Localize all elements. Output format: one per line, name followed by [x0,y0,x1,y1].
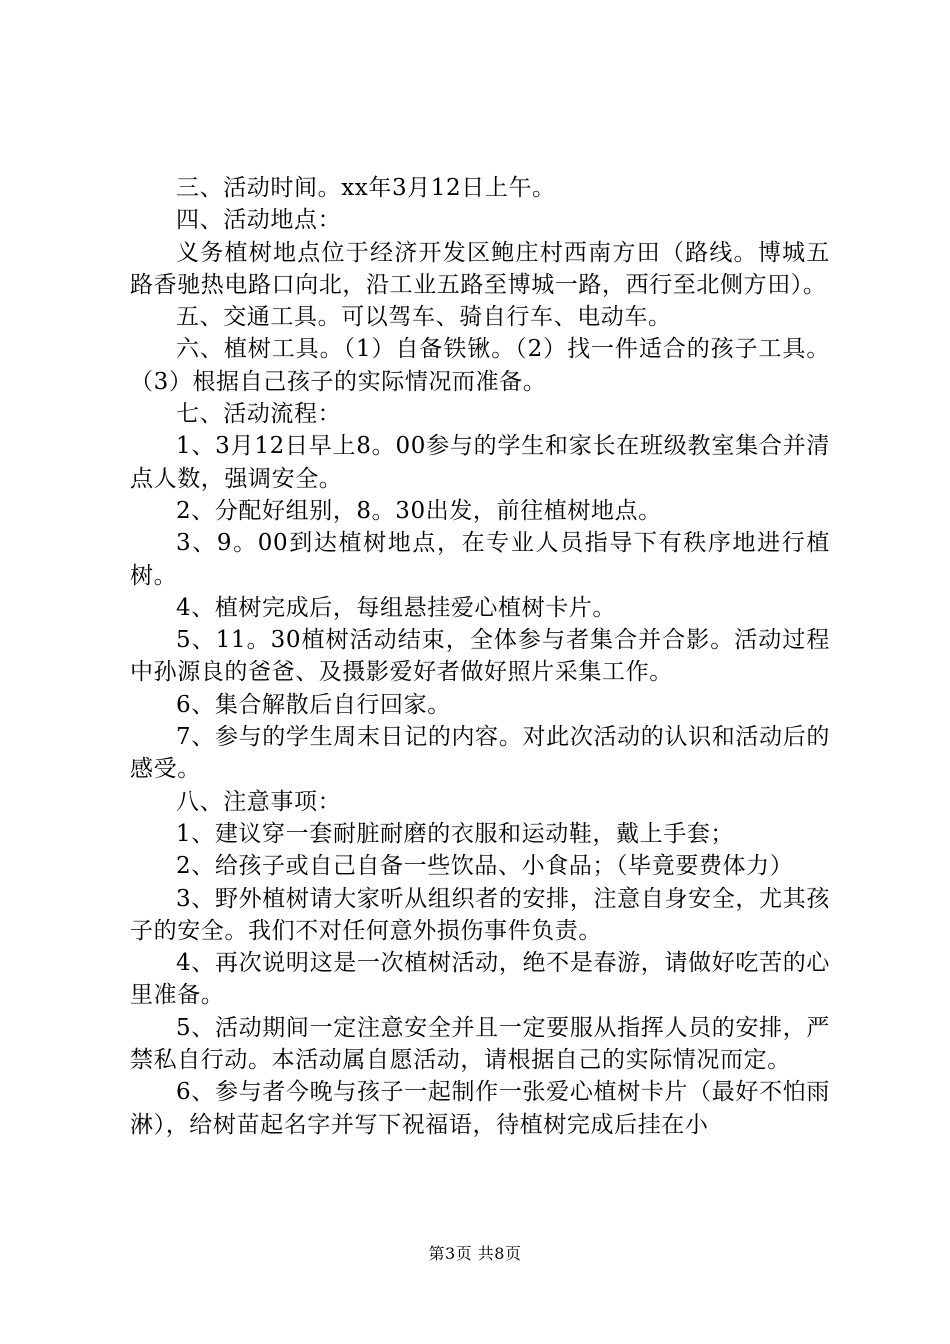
process-heading: 七、活动流程： [176,401,342,428]
note-5: 5、活动期间一定注意安全并且一定要服从指挥人员的安排，严禁私自行动。本活动属自愿活动，请根据自己的实际情况而定。 [130,1014,830,1074]
note-4: 4、再次说明这是一次植树活动，绝不是春游，请做好吃苦的心里准备。 [130,950,830,1009]
activity-time-paragraph: 三、活动时间。xx年3月12日上午。 [176,175,556,201]
note-2: 2、给孩子或自己自备一些饮品、小食品；（毕竟要费体力） [176,853,794,880]
page-number-footer: 第3页 共8页 [428,1244,522,1263]
process-step-5: 5、11。30植树活动结束，全体参与者集合并合影。活动过程中孙源良的爸爸、及摄影爱好者做好照片采集工作。 [130,627,830,686]
process-step-7: 7、参与的学生周末日记的内容。对此次活动的认识和活动后的感受。 [130,724,830,783]
planting-site-paragraph: 义务植树地点位于经济开发区鲍庄村西南方田（路线。博城五路香驰热电路口向北，沿工业五路至博城一路，西行至北侧方田）。 [130,239,830,298]
process-step-6: 6、集合解散后自行回家。 [176,691,451,718]
process-step-1: 1、3月12日早上8。00参与的学生和家长在班级教室集合并清点人数，强调安全。 [130,433,830,492]
activity-location-heading: 四、活动地点： [176,207,342,234]
process-step-3: 3、9。00到达植树地点，在专业人员指导下有秩序地进行植树。 [130,530,830,589]
notes-heading: 八、注意事项： [176,788,342,815]
note-3: 3、野外植树请大家听从组织者的安排，注意自身安全，尤其孩子的安全。我们不对任何意外损伤事件负责。 [130,885,830,944]
process-step-2: 2、分配好组别，8。30出发，前往植树地点。 [176,497,662,524]
transport-paragraph: 五、交通工具。可以驾车、骑自行车、电动车。 [176,304,672,331]
process-step-4: 4、植树完成后，每组悬挂爱心植树卡片。 [176,594,617,621]
document-body [130,172,830,1141]
note-1: 1、建议穿一套耐脏耐磨的衣服和运动鞋，戴上手套； [176,820,735,847]
note-6: 6、参与者今晚与孩子一起制作一张爱心植树卡片（最好不怕雨淋），给树苗起名字并写下祝福语，待植树完成后挂在小 [130,1079,830,1138]
tools-paragraph: 六、植树工具。（1）自备铁锹。（2）找一件适合的孩子工具。（3）根据自己孩子的实际情况而准备。 [130,336,830,395]
